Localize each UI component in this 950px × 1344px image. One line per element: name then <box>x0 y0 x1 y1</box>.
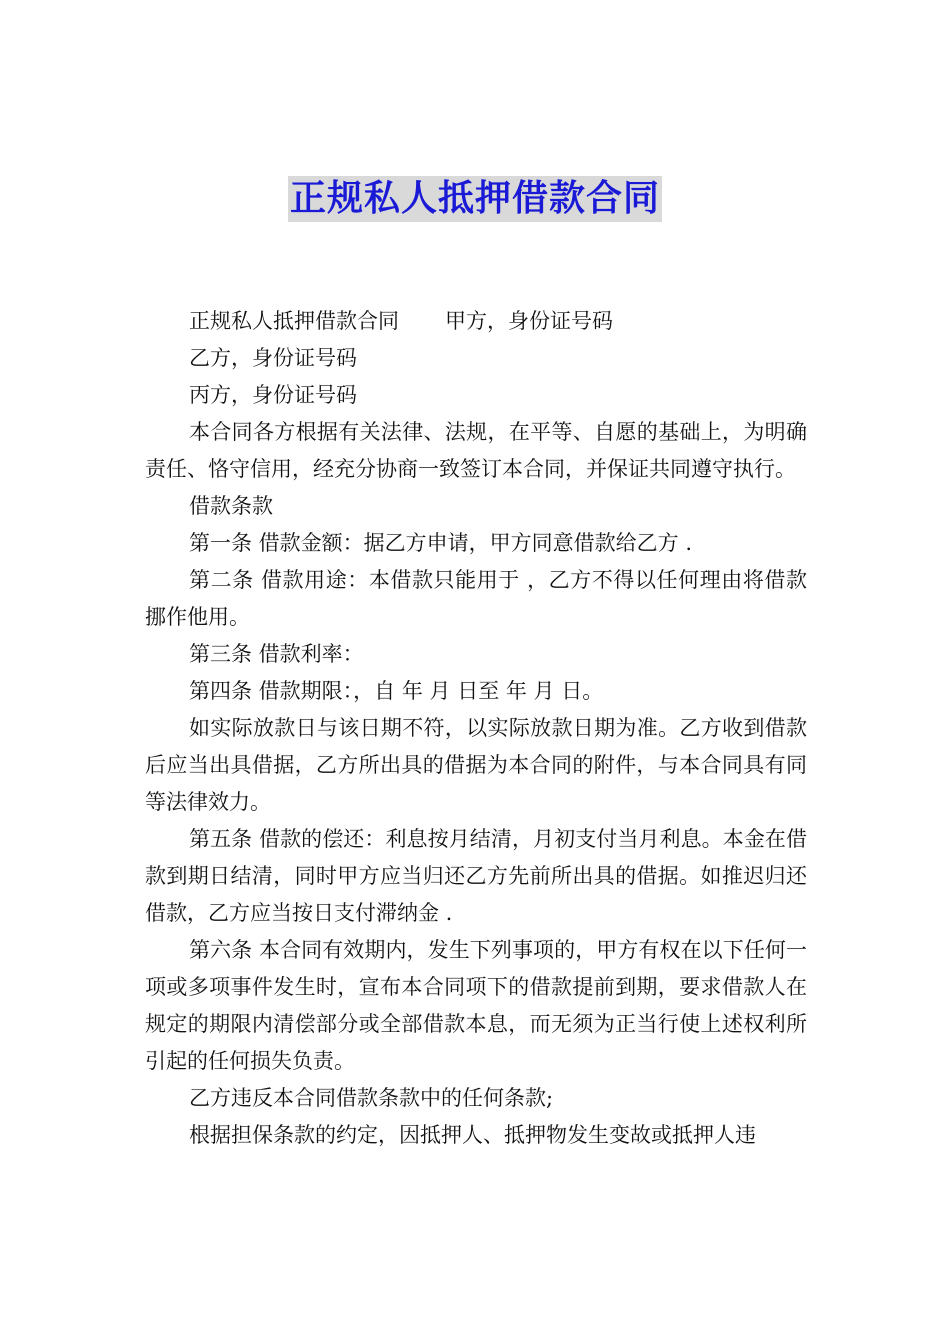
paragraph: 本合同各方根据有关法律、法规，在平等、自愿的基础上，为明确责任、恪守信用，经充分协商一致签订本合同，并保证共同遵守执行。 <box>145 420 807 481</box>
title-area <box>0 176 950 222</box>
contract-name-line: 正规私人抵押借款合同 <box>189 309 399 333</box>
paragraph: 丙方，身份证号码 <box>189 383 357 407</box>
paragraph <box>145 303 807 340</box>
paragraph: 如实际放款日与该日期不符，以实际放款日期为准。乙方收到借款后应当出具借据，乙方所出具的借据为本合同的附件，与本合同具有同等法律效力。 <box>145 716 807 814</box>
paragraph: 第二条 借款用途：本借款只能用于 ，乙方不得以任何理由将借款挪作他用。 <box>145 568 807 629</box>
paragraph: 第三条 借款利率： <box>189 642 364 666</box>
paragraph: 第五条 借款的偿还：利息按月结清，月初支付当月利息。本金在借款到期日结清，同时甲方应当归还乙方先前所出具的借据。如推迟归还借款，乙方应当按日支付滞纳金 . <box>145 827 807 925</box>
paragraph: 借款条款 <box>189 494 273 518</box>
document-body <box>145 303 807 1154</box>
paragraph: 第六条 本合同有效期内，发生下列事项的，甲方有权在以下任何一项或多项事件发生时，宣布本合同项下的借款提前到期，要求借款人在规定的期限内清偿部分或全部借款本息，而无须为正当行使上述权利所引起的任何损失负责。 <box>145 938 807 1073</box>
paragraph: 乙方违反本合同借款条款中的任何条款; <box>189 1086 554 1110</box>
paragraph: 根据担保条款的约定，因抵押人、抵押物发生变故或抵押人违 <box>189 1123 756 1147</box>
paragraph: 第一条 借款金额：据乙方申请，甲方同意借款给乙方 . <box>189 531 693 555</box>
paragraph: 第四条 借款期限：，自 年 月 日至 年 月 日。 <box>189 679 604 703</box>
paragraph: 乙方，身份证号码 <box>189 346 357 370</box>
document-title: 正规私人抵押借款合同 <box>288 176 662 222</box>
party-a-line: 甲方，身份证号码 <box>445 309 613 333</box>
